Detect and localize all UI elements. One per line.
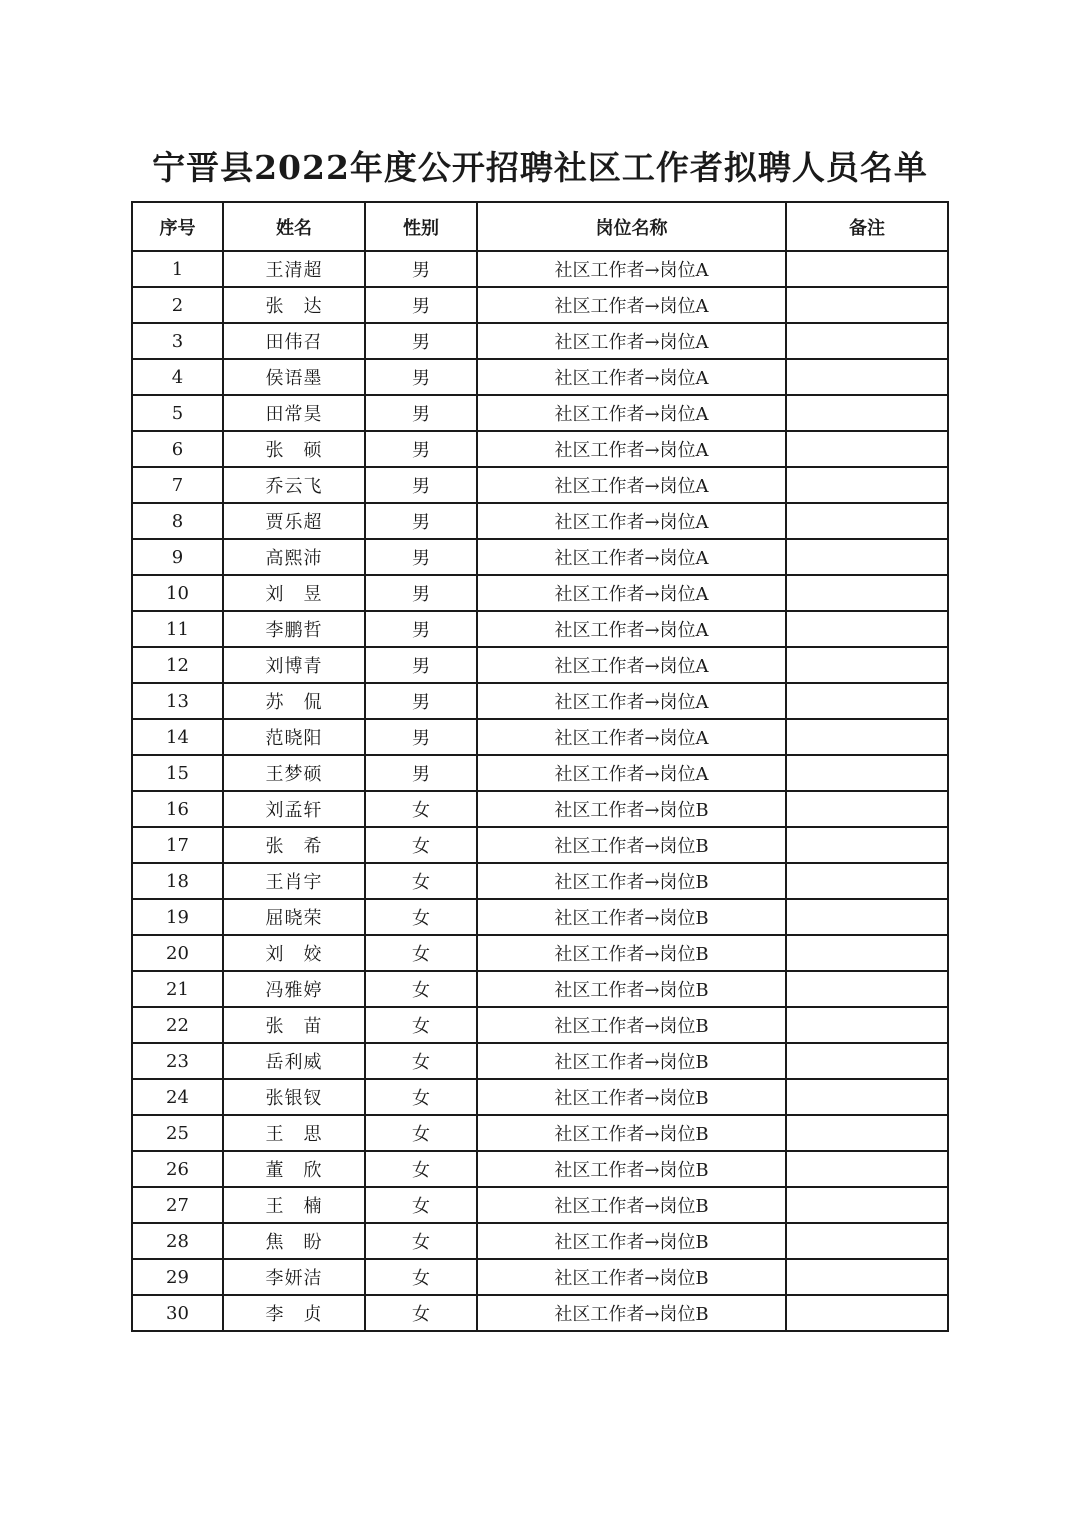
cell-remark	[786, 1007, 948, 1043]
cell-name: 张 硕	[223, 431, 365, 467]
cell-gender: 女	[365, 1223, 477, 1259]
cell-number: 27	[132, 1187, 223, 1223]
cell-gender: 女	[365, 1043, 477, 1079]
cell-position: 社区工作者→岗位B	[477, 863, 786, 899]
header-number: 序号	[132, 202, 223, 251]
cell-name: 刘 姣	[223, 935, 365, 971]
cell-gender: 女	[365, 1187, 477, 1223]
cell-number: 1	[132, 251, 223, 287]
cell-name: 侯语墨	[223, 359, 365, 395]
cell-number: 15	[132, 755, 223, 791]
cell-remark	[786, 1295, 948, 1331]
table-row	[132, 1151, 948, 1187]
cell-name: 董 欣	[223, 1151, 365, 1187]
cell-name: 贾乐超	[223, 503, 365, 539]
cell-number: 10	[132, 575, 223, 611]
cell-remark	[786, 467, 948, 503]
cell-name: 高熙沛	[223, 539, 365, 575]
cell-position: 社区工作者→岗位B	[477, 791, 786, 827]
cell-number: 12	[132, 647, 223, 683]
cell-remark	[786, 755, 948, 791]
header-position: 岗位名称	[477, 202, 786, 251]
table-row	[132, 287, 948, 323]
cell-gender: 男	[365, 395, 477, 431]
cell-gender: 男	[365, 755, 477, 791]
cell-number: 30	[132, 1295, 223, 1331]
table-row	[132, 431, 948, 467]
cell-name: 张 达	[223, 287, 365, 323]
cell-number: 28	[132, 1223, 223, 1259]
cell-remark	[786, 1043, 948, 1079]
cell-position: 社区工作者→岗位A	[477, 467, 786, 503]
cell-position: 社区工作者→岗位B	[477, 1259, 786, 1295]
cell-gender: 男	[365, 719, 477, 755]
cell-name: 岳利威	[223, 1043, 365, 1079]
cell-number: 17	[132, 827, 223, 863]
cell-name: 苏 侃	[223, 683, 365, 719]
cell-position: 社区工作者→岗位B	[477, 1007, 786, 1043]
cell-gender: 女	[365, 827, 477, 863]
table-row	[132, 1115, 948, 1151]
table-body	[132, 251, 948, 1331]
table-row	[132, 971, 948, 1007]
cell-number: 23	[132, 1043, 223, 1079]
cell-number: 7	[132, 467, 223, 503]
table-row	[132, 359, 948, 395]
cell-number: 5	[132, 395, 223, 431]
cell-position: 社区工作者→岗位A	[477, 755, 786, 791]
cell-position: 社区工作者→岗位B	[477, 899, 786, 935]
header-name: 姓名	[223, 202, 365, 251]
cell-position: 社区工作者→岗位B	[477, 1187, 786, 1223]
cell-gender: 女	[365, 1007, 477, 1043]
cell-remark	[786, 1151, 948, 1187]
cell-gender: 男	[365, 467, 477, 503]
cell-remark	[786, 1259, 948, 1295]
cell-position: 社区工作者→岗位B	[477, 1223, 786, 1259]
cell-remark	[786, 719, 948, 755]
table-row	[132, 1187, 948, 1223]
cell-remark	[786, 1223, 948, 1259]
cell-name: 冯雅婷	[223, 971, 365, 1007]
cell-name: 王梦硕	[223, 755, 365, 791]
cell-position: 社区工作者→岗位B	[477, 827, 786, 863]
table-row	[132, 647, 948, 683]
cell-number: 24	[132, 1079, 223, 1115]
cell-position: 社区工作者→岗位A	[477, 503, 786, 539]
cell-remark	[786, 971, 948, 1007]
cell-number: 16	[132, 791, 223, 827]
cell-position: 社区工作者→岗位A	[477, 575, 786, 611]
cell-number: 6	[132, 431, 223, 467]
cell-gender: 女	[365, 1079, 477, 1115]
cell-gender: 女	[365, 899, 477, 935]
table-row	[132, 1223, 948, 1259]
cell-position: 社区工作者→岗位A	[477, 251, 786, 287]
cell-position: 社区工作者→岗位B	[477, 1043, 786, 1079]
cell-gender: 男	[365, 359, 477, 395]
cell-name: 李 贞	[223, 1295, 365, 1331]
cell-position: 社区工作者→岗位A	[477, 287, 786, 323]
cell-name: 田伟召	[223, 323, 365, 359]
cell-position: 社区工作者→岗位A	[477, 647, 786, 683]
cell-remark	[786, 539, 948, 575]
table-row	[132, 1043, 948, 1079]
cell-gender: 男	[365, 431, 477, 467]
cell-remark	[786, 863, 948, 899]
cell-name: 乔云飞	[223, 467, 365, 503]
cell-name: 张 希	[223, 827, 365, 863]
table-row	[132, 719, 948, 755]
cell-gender: 女	[365, 1151, 477, 1187]
cell-remark	[786, 575, 948, 611]
table-row	[132, 827, 948, 863]
cell-remark	[786, 395, 948, 431]
table-row	[132, 1259, 948, 1295]
cell-remark	[786, 287, 948, 323]
cell-gender: 男	[365, 683, 477, 719]
cell-number: 2	[132, 287, 223, 323]
table-row	[132, 863, 948, 899]
cell-gender: 男	[365, 503, 477, 539]
cell-number: 18	[132, 863, 223, 899]
cell-position: 社区工作者→岗位B	[477, 1115, 786, 1151]
table-row	[132, 683, 948, 719]
cell-number: 22	[132, 1007, 223, 1043]
cell-remark	[786, 611, 948, 647]
cell-remark	[786, 791, 948, 827]
cell-position: 社区工作者→岗位A	[477, 431, 786, 467]
table-row	[132, 611, 948, 647]
cell-number: 25	[132, 1115, 223, 1151]
cell-number: 11	[132, 611, 223, 647]
cell-gender: 男	[365, 611, 477, 647]
cell-number: 29	[132, 1259, 223, 1295]
cell-position: 社区工作者→岗位A	[477, 395, 786, 431]
cell-name: 李妍洁	[223, 1259, 365, 1295]
cell-number: 3	[132, 323, 223, 359]
cell-name: 王清超	[223, 251, 365, 287]
table-row	[132, 1079, 948, 1115]
table-row	[132, 1007, 948, 1043]
table-row	[132, 395, 948, 431]
cell-remark	[786, 899, 948, 935]
table-row	[132, 575, 948, 611]
cell-gender: 男	[365, 539, 477, 575]
cell-position: 社区工作者→岗位A	[477, 719, 786, 755]
cell-position: 社区工作者→岗位A	[477, 611, 786, 647]
cell-number: 20	[132, 935, 223, 971]
cell-gender: 男	[365, 647, 477, 683]
cell-name: 刘博青	[223, 647, 365, 683]
cell-position: 社区工作者→岗位B	[477, 1295, 786, 1331]
cell-number: 4	[132, 359, 223, 395]
cell-position: 社区工作者→岗位A	[477, 683, 786, 719]
cell-position: 社区工作者→岗位A	[477, 359, 786, 395]
cell-name: 王 思	[223, 1115, 365, 1151]
table-header-row	[132, 202, 948, 251]
cell-remark	[786, 251, 948, 287]
document-title: 宁晋县2022年度公开招聘社区工作者拟聘人员名单	[152, 148, 928, 187]
cell-name: 张银钗	[223, 1079, 365, 1115]
cell-position: 社区工作者→岗位B	[477, 1151, 786, 1187]
cell-position: 社区工作者→岗位A	[477, 323, 786, 359]
cell-gender: 女	[365, 971, 477, 1007]
cell-remark	[786, 359, 948, 395]
cell-name: 屈晓荣	[223, 899, 365, 935]
cell-name: 王 楠	[223, 1187, 365, 1223]
table-row	[132, 791, 948, 827]
cell-remark	[786, 503, 948, 539]
cell-name: 张 苗	[223, 1007, 365, 1043]
cell-name: 王肖宇	[223, 863, 365, 899]
cell-gender: 男	[365, 323, 477, 359]
cell-position: 社区工作者→岗位B	[477, 935, 786, 971]
cell-number: 21	[132, 971, 223, 1007]
cell-name: 田常昊	[223, 395, 365, 431]
cell-name: 刘孟轩	[223, 791, 365, 827]
cell-remark	[786, 1187, 948, 1223]
cell-number: 8	[132, 503, 223, 539]
cell-gender: 女	[365, 791, 477, 827]
cell-name: 焦 盼	[223, 1223, 365, 1259]
cell-remark	[786, 323, 948, 359]
table-row	[132, 539, 948, 575]
cell-number: 9	[132, 539, 223, 575]
cell-number: 13	[132, 683, 223, 719]
table-row	[132, 1295, 948, 1331]
cell-remark	[786, 683, 948, 719]
cell-name: 范晓阳	[223, 719, 365, 755]
table-row	[132, 935, 948, 971]
table-row	[132, 503, 948, 539]
cell-remark	[786, 935, 948, 971]
cell-gender: 女	[365, 1115, 477, 1151]
cell-gender: 女	[365, 1295, 477, 1331]
cell-number: 19	[132, 899, 223, 935]
table-row	[132, 251, 948, 287]
cell-name: 刘 昱	[223, 575, 365, 611]
cell-remark	[786, 1079, 948, 1115]
table-row	[132, 899, 948, 935]
cell-gender: 女	[365, 935, 477, 971]
cell-position: 社区工作者→岗位A	[477, 539, 786, 575]
cell-position: 社区工作者→岗位B	[477, 1079, 786, 1115]
candidate-table	[131, 201, 949, 1332]
cell-remark	[786, 827, 948, 863]
header-remark: 备注	[786, 202, 948, 251]
cell-remark	[786, 1115, 948, 1151]
cell-number: 14	[132, 719, 223, 755]
header-gender: 性别	[365, 202, 477, 251]
cell-gender: 女	[365, 1259, 477, 1295]
cell-gender: 男	[365, 251, 477, 287]
cell-gender: 女	[365, 863, 477, 899]
cell-position: 社区工作者→岗位B	[477, 971, 786, 1007]
cell-remark	[786, 431, 948, 467]
cell-gender: 男	[365, 287, 477, 323]
cell-gender: 男	[365, 575, 477, 611]
table-row	[132, 467, 948, 503]
table-row	[132, 755, 948, 791]
cell-name: 李鹏哲	[223, 611, 365, 647]
table-row	[132, 323, 948, 359]
cell-remark	[786, 647, 948, 683]
cell-number: 26	[132, 1151, 223, 1187]
